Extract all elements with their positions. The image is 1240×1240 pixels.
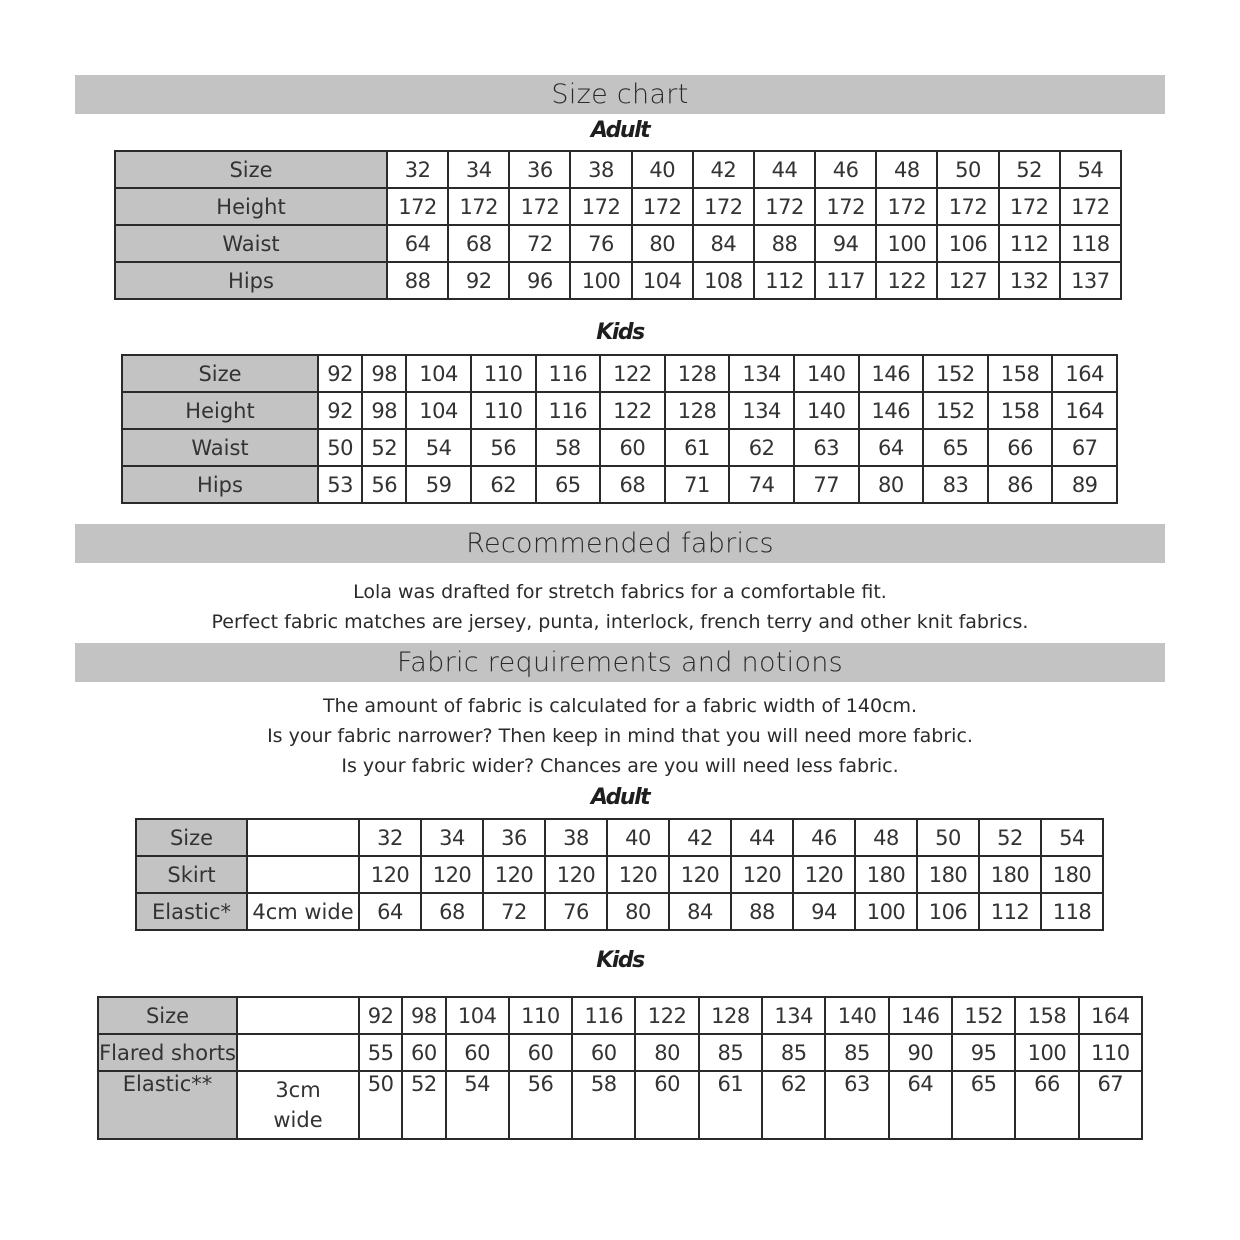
table-cell: 120 (607, 856, 669, 893)
table-cell: 112 (999, 225, 1060, 262)
table-cell: 120 (669, 856, 731, 893)
table-cell: 120 (421, 856, 483, 893)
row-note (237, 997, 359, 1034)
table-cell: 80 (632, 225, 693, 262)
table-cell: 158 (1015, 997, 1078, 1034)
table-cell: 120 (793, 856, 855, 893)
table-cell: 116 (572, 997, 635, 1034)
table-cell: 112 (754, 262, 815, 299)
table-cell: 59 (406, 466, 471, 503)
table-cell: 180 (917, 856, 979, 893)
table-cell: 64 (889, 1071, 952, 1139)
table-cell: 84 (693, 225, 754, 262)
table-cell: 44 (754, 151, 815, 188)
row-label: Size (115, 151, 387, 188)
table-cell: 132 (999, 262, 1060, 299)
recommended-fabrics-line: Lola was drafted for stretch fabrics for a comfortable fit. (353, 581, 887, 603)
table-row (98, 1071, 1142, 1139)
table-cell: 84 (669, 893, 731, 930)
table-cell: 140 (794, 392, 859, 429)
table-cell: 64 (359, 893, 421, 930)
table-cell: 38 (545, 819, 607, 856)
table-cell: 128 (699, 997, 762, 1034)
table-cell: 50 (917, 819, 979, 856)
table-cell: 85 (825, 1034, 888, 1071)
table-cell: 58 (572, 1071, 635, 1139)
table-cell: 134 (729, 392, 794, 429)
row-note (247, 856, 359, 893)
table-cell: 94 (793, 893, 855, 930)
table-cell: 32 (359, 819, 421, 856)
table-cell: 58 (536, 429, 601, 466)
table-cell: 120 (483, 856, 545, 893)
table-row (115, 225, 1121, 262)
table-cell: 80 (859, 466, 924, 503)
table-cell: 98 (402, 997, 445, 1034)
table-cell: 164 (1052, 392, 1117, 429)
table-row (115, 188, 1121, 225)
table-cell: 60 (509, 1034, 572, 1071)
table-cell: 134 (762, 997, 825, 1034)
table-cell: 62 (762, 1071, 825, 1139)
table-cell: 61 (665, 429, 730, 466)
table-cell: 110 (509, 997, 572, 1034)
table-cell: 53 (318, 466, 362, 503)
table-cell: 152 (923, 355, 988, 392)
table-cell: 50 (937, 151, 998, 188)
table-cell: 158 (988, 355, 1053, 392)
table-cell: 42 (693, 151, 754, 188)
table-cell: 46 (815, 151, 876, 188)
table-row (136, 819, 1103, 856)
table-cell: 146 (889, 997, 952, 1034)
table-row (115, 262, 1121, 299)
table-cell: 64 (859, 429, 924, 466)
table-row (122, 392, 1117, 429)
row-label: Height (115, 188, 387, 225)
table-cell: 56 (362, 466, 406, 503)
table-row (122, 429, 1117, 466)
table-row (98, 1034, 1142, 1071)
table-cell: 88 (387, 262, 448, 299)
table-cell: 172 (693, 188, 754, 225)
table-cell: 68 (600, 466, 665, 503)
table-cell: 108 (693, 262, 754, 299)
table-cell: 85 (762, 1034, 825, 1071)
row-label: Size (122, 355, 318, 392)
table-cell: 180 (855, 856, 917, 893)
table-cell: 60 (572, 1034, 635, 1071)
table-cell: 64 (387, 225, 448, 262)
row-label: Waist (122, 429, 318, 466)
table-cell: 118 (1041, 893, 1103, 930)
table-cell: 48 (876, 151, 937, 188)
table-row (136, 893, 1103, 930)
table-cell: 50 (359, 1071, 402, 1139)
table-cell: 56 (471, 429, 536, 466)
table-cell: 65 (923, 429, 988, 466)
fabric-requirements-text (0, 691, 1240, 781)
table-cell: 172 (937, 188, 998, 225)
table-cell: 140 (825, 997, 888, 1034)
table-cell: 164 (1079, 997, 1142, 1034)
table-cell: 94 (815, 225, 876, 262)
table-cell: 67 (1052, 429, 1117, 466)
table-cell: 92 (448, 262, 509, 299)
table-cell: 172 (570, 188, 631, 225)
table-cell: 80 (635, 1034, 698, 1071)
table-cell: 172 (509, 188, 570, 225)
table-cell: 117 (815, 262, 876, 299)
table-cell: 32 (387, 151, 448, 188)
table-row (136, 856, 1103, 893)
table-cell: 134 (729, 355, 794, 392)
table-cell: 172 (999, 188, 1060, 225)
table-cell: 42 (669, 819, 731, 856)
table-cell: 110 (471, 392, 536, 429)
table-cell: 36 (483, 819, 545, 856)
table-cell: 34 (421, 819, 483, 856)
table-cell: 52 (979, 819, 1041, 856)
table-cell: 172 (632, 188, 693, 225)
table-cell: 68 (421, 893, 483, 930)
table-cell: 72 (483, 893, 545, 930)
table-cell: 88 (754, 225, 815, 262)
table-cell: 55 (359, 1034, 402, 1071)
table-cell: 54 (406, 429, 471, 466)
recommended-fabrics-title: Recommended fabrics (75, 524, 1165, 563)
table-cell: 128 (665, 392, 730, 429)
fabric-requirements-title: Fabric requirements and notions (75, 643, 1165, 682)
table-cell: 96 (509, 262, 570, 299)
table-cell: 50 (318, 429, 362, 466)
table-cell: 118 (1060, 225, 1121, 262)
table-cell: 122 (600, 392, 665, 429)
table-cell: 122 (876, 262, 937, 299)
row-label: Hips (115, 262, 387, 299)
table-cell: 158 (988, 392, 1053, 429)
table-cell: 38 (570, 151, 631, 188)
size-chart-kids-subtitle: Kids (596, 320, 644, 345)
table-cell: 146 (859, 392, 924, 429)
kids-size-table (121, 354, 1118, 504)
adult-fabric-table (135, 818, 1104, 931)
table-cell: 110 (471, 355, 536, 392)
table-cell: 116 (536, 392, 601, 429)
table-cell: 62 (729, 429, 794, 466)
table-cell: 120 (545, 856, 607, 893)
table-cell: 48 (855, 819, 917, 856)
table-cell: 88 (731, 893, 793, 930)
table-cell: 164 (1052, 355, 1117, 392)
table-cell: 100 (876, 225, 937, 262)
table-cell: 61 (699, 1071, 762, 1139)
fabric-adult-subtitle: Adult (590, 785, 650, 810)
table-cell: 152 (923, 392, 988, 429)
table-cell: 104 (406, 355, 471, 392)
table-cell: 71 (665, 466, 730, 503)
table-row (122, 466, 1117, 503)
size-chart-title: Size chart (75, 75, 1165, 114)
kids-fabric-table (97, 996, 1143, 1140)
table-cell: 60 (446, 1034, 509, 1071)
row-note: 3cm wide (237, 1071, 359, 1139)
table-cell: 172 (387, 188, 448, 225)
row-label: Size (98, 997, 237, 1034)
table-cell: 98 (362, 392, 406, 429)
table-cell: 60 (635, 1071, 698, 1139)
table-cell: 104 (446, 997, 509, 1034)
table-cell: 72 (509, 225, 570, 262)
table-cell: 172 (448, 188, 509, 225)
table-cell: 40 (632, 151, 693, 188)
row-label: Flared shorts (98, 1034, 237, 1071)
table-cell: 137 (1060, 262, 1121, 299)
table-cell: 44 (731, 819, 793, 856)
table-cell: 62 (471, 466, 536, 503)
table-cell: 110 (1079, 1034, 1142, 1071)
table-cell: 80 (607, 893, 669, 930)
table-cell: 54 (1041, 819, 1103, 856)
table-cell: 100 (570, 262, 631, 299)
table-cell: 92 (359, 997, 402, 1034)
recommended-fabrics-line: Perfect fabric matches are jersey, punta, interlock, french terry and other knit fabrics. (211, 611, 1029, 633)
table-cell: 85 (699, 1034, 762, 1071)
table-cell: 66 (1015, 1071, 1078, 1139)
table-cell: 46 (793, 819, 855, 856)
table-cell: 122 (635, 997, 698, 1034)
table-cell: 68 (448, 225, 509, 262)
table-cell: 172 (876, 188, 937, 225)
table-cell: 128 (665, 355, 730, 392)
row-label: Elastic* (136, 893, 247, 930)
table-cell: 180 (979, 856, 1041, 893)
table-cell: 86 (988, 466, 1053, 503)
table-cell: 74 (729, 466, 794, 503)
row-label: Size (136, 819, 247, 856)
table-cell: 76 (545, 893, 607, 930)
table-cell: 63 (825, 1071, 888, 1139)
table-cell: 77 (794, 466, 859, 503)
table-cell: 56 (509, 1071, 572, 1139)
table-cell: 106 (937, 225, 998, 262)
row-note: 4cm wide (247, 893, 359, 930)
table-cell: 67 (1079, 1071, 1142, 1139)
table-cell: 100 (1015, 1034, 1078, 1071)
table-cell: 90 (889, 1034, 952, 1071)
row-note (237, 1034, 359, 1071)
table-row (115, 151, 1121, 188)
table-cell: 54 (446, 1071, 509, 1139)
table-cell: 104 (406, 392, 471, 429)
table-cell: 116 (536, 355, 601, 392)
table-cell: 120 (731, 856, 793, 893)
table-cell: 140 (794, 355, 859, 392)
table-cell: 52 (402, 1071, 445, 1139)
table-cell: 76 (570, 225, 631, 262)
table-cell: 95 (952, 1034, 1015, 1071)
table-cell: 172 (1060, 188, 1121, 225)
row-label: Elastic** (98, 1071, 237, 1139)
table-cell: 146 (859, 355, 924, 392)
adult-size-table (114, 150, 1122, 300)
table-cell: 92 (318, 392, 362, 429)
table-cell: 98 (362, 355, 406, 392)
recommended-fabrics-text (0, 577, 1240, 637)
table-cell: 34 (448, 151, 509, 188)
table-cell: 63 (794, 429, 859, 466)
row-label: Waist (115, 225, 387, 262)
row-note (247, 819, 359, 856)
table-cell: 65 (536, 466, 601, 503)
table-cell: 52 (999, 151, 1060, 188)
table-cell: 100 (855, 893, 917, 930)
table-cell: 54 (1060, 151, 1121, 188)
row-label: Height (122, 392, 318, 429)
table-cell: 180 (1041, 856, 1103, 893)
table-cell: 112 (979, 893, 1041, 930)
table-row (98, 997, 1142, 1034)
table-cell: 60 (402, 1034, 445, 1071)
table-cell: 83 (923, 466, 988, 503)
table-cell: 40 (607, 819, 669, 856)
table-cell: 65 (952, 1071, 1015, 1139)
fabric-requirements-line: The amount of fabric is calculated for a fabric width of 140cm. (322, 695, 918, 717)
table-cell: 120 (359, 856, 421, 893)
table-cell: 36 (509, 151, 570, 188)
table-row (122, 355, 1117, 392)
table-cell: 152 (952, 997, 1015, 1034)
table-cell: 104 (632, 262, 693, 299)
size-chart-adult-subtitle: Adult (590, 118, 650, 143)
fabric-requirements-line: Is your fabric wider? Chances are you will need less fabric. (341, 755, 899, 777)
table-cell: 92 (318, 355, 362, 392)
table-cell: 52 (362, 429, 406, 466)
table-cell: 106 (917, 893, 979, 930)
table-cell: 89 (1052, 466, 1117, 503)
fabric-requirements-line: Is your fabric narrower? Then keep in mind that you will need more fabric. (267, 725, 973, 747)
fabric-kids-subtitle: Kids (596, 948, 644, 973)
table-cell: 60 (600, 429, 665, 466)
row-label: Hips (122, 466, 318, 503)
row-label: Skirt (136, 856, 247, 893)
table-cell: 122 (600, 355, 665, 392)
table-cell: 66 (988, 429, 1053, 466)
table-cell: 172 (754, 188, 815, 225)
table-cell: 172 (815, 188, 876, 225)
table-cell: 127 (937, 262, 998, 299)
